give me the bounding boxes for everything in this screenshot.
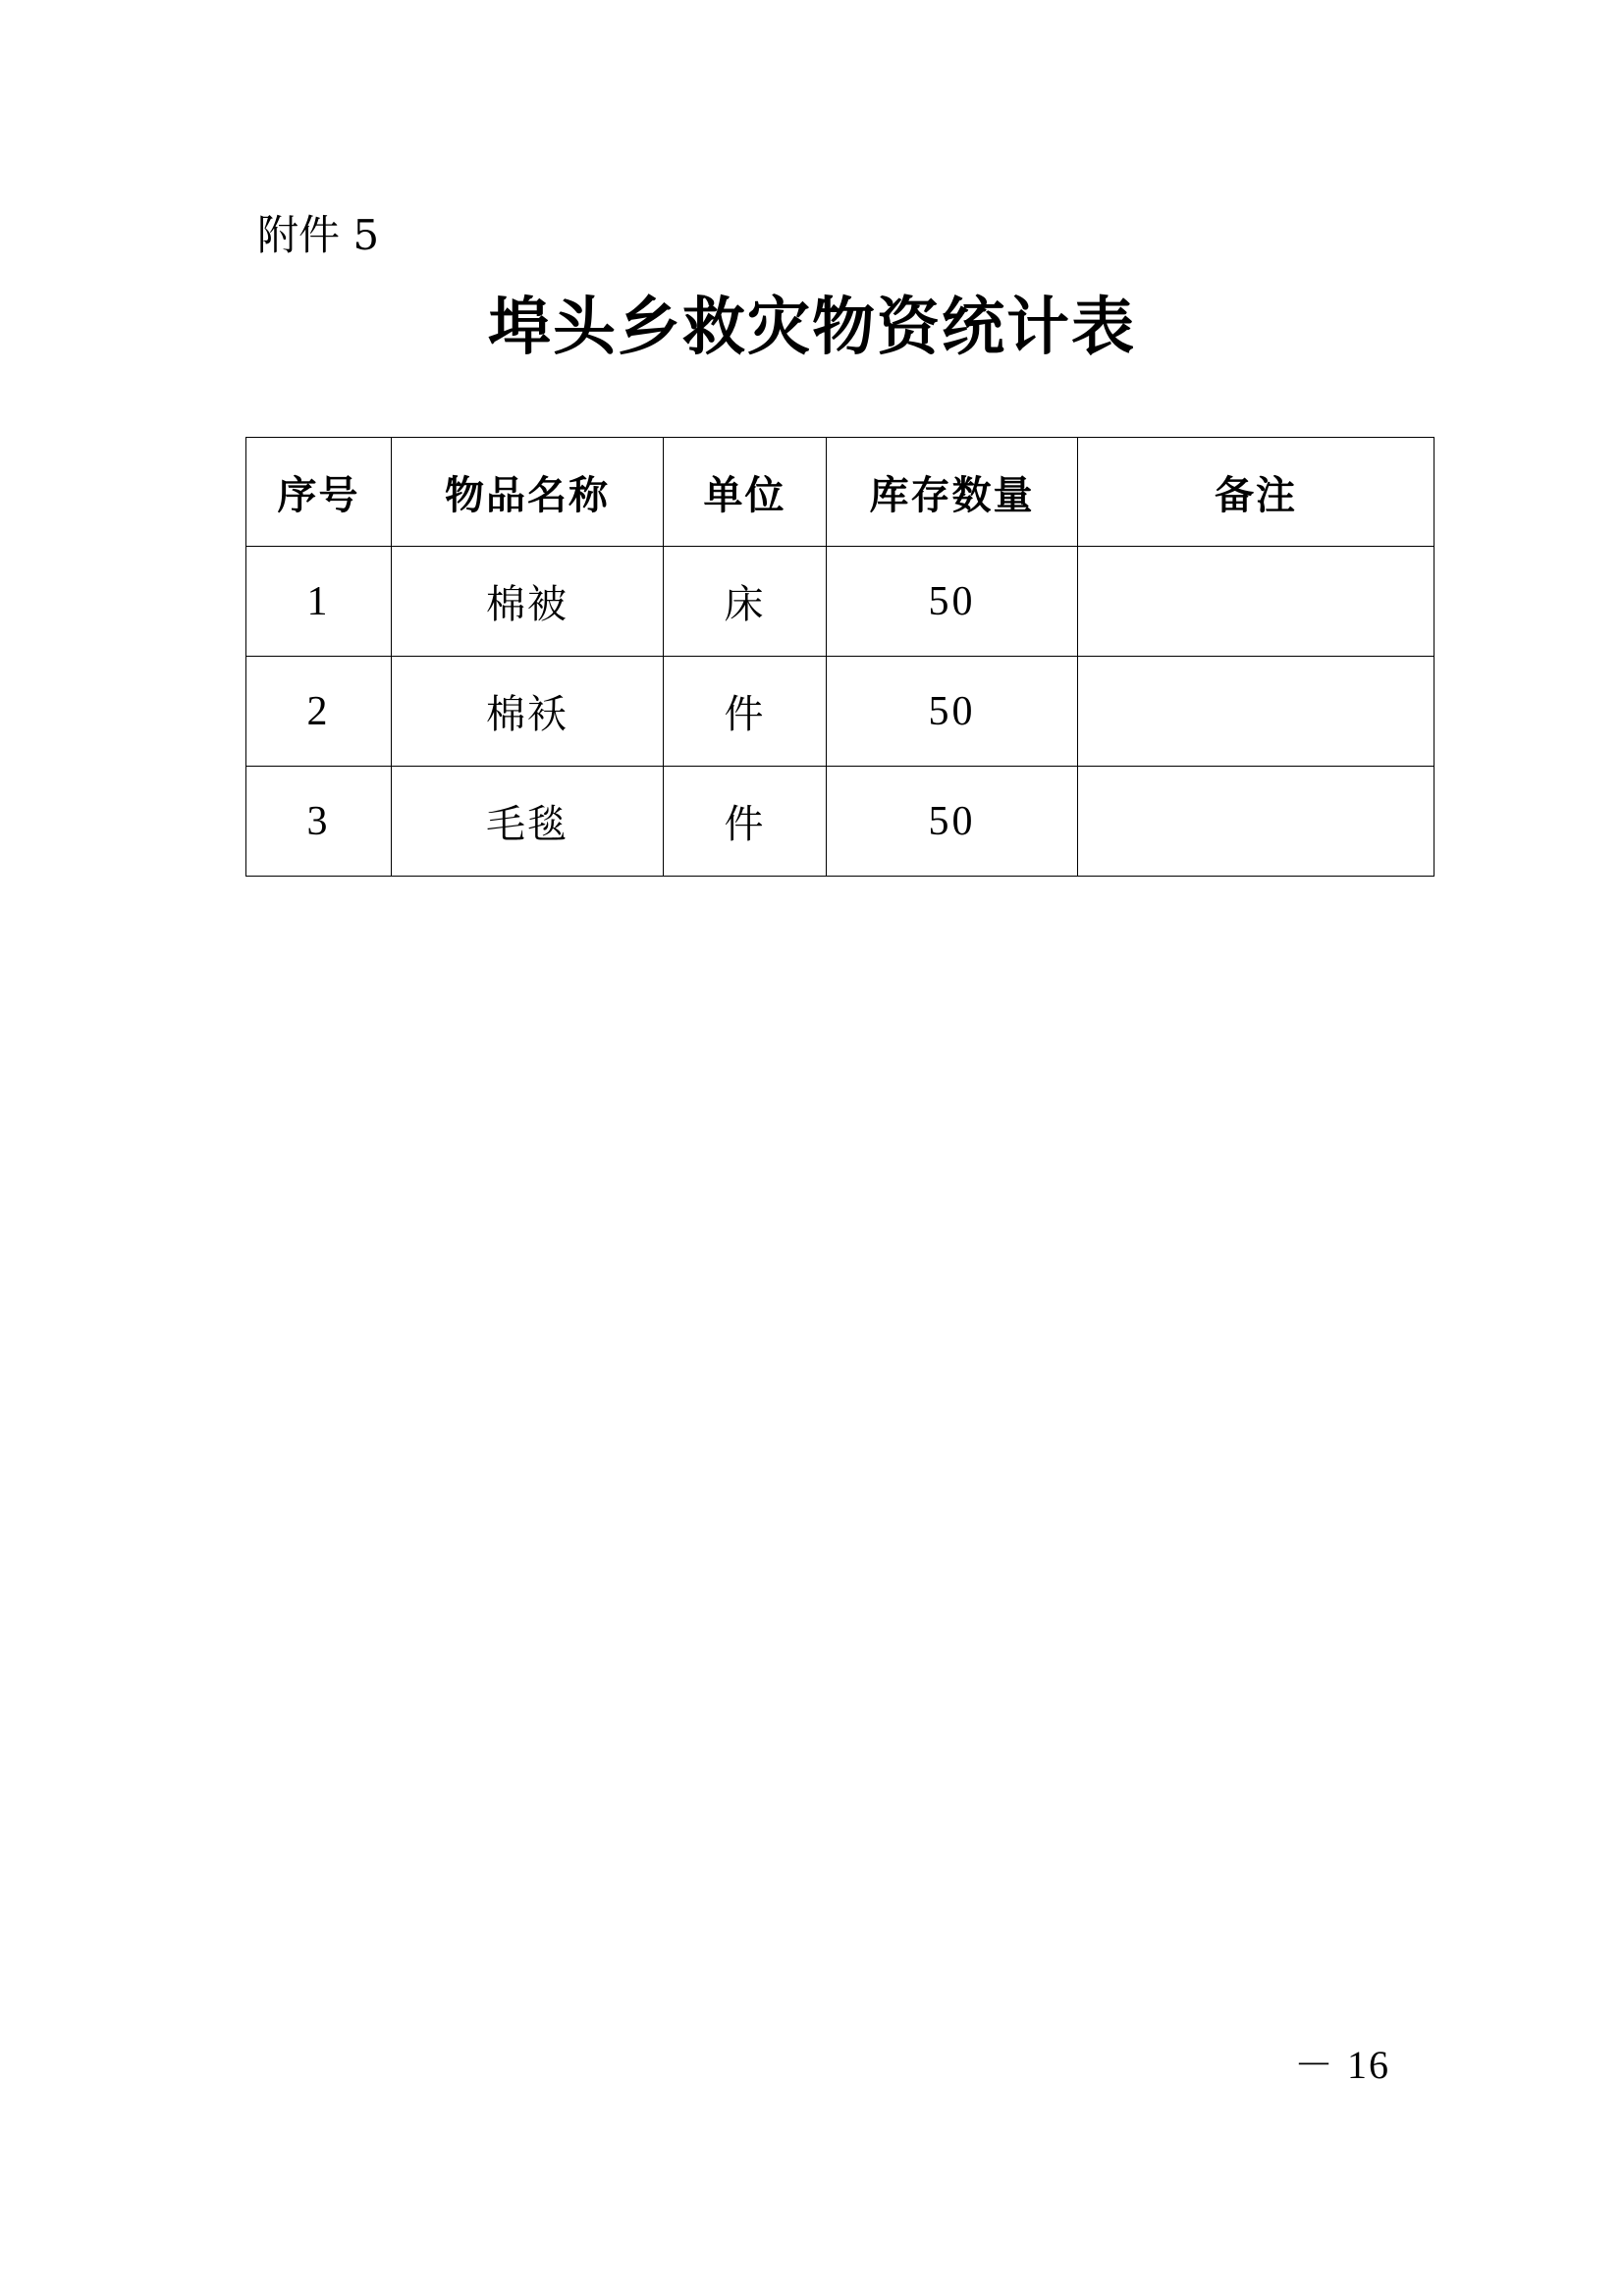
attachment-label: 附件 5 — [257, 211, 380, 259]
cell-item-name: 棉被 — [392, 547, 664, 657]
cell-unit: 件 — [664, 657, 827, 767]
cell-remark — [1078, 767, 1435, 877]
cell-remark — [1078, 547, 1435, 657]
cell-item-name: 棉袄 — [392, 657, 664, 767]
relief-supplies-table — [245, 437, 1435, 877]
table-row — [246, 657, 1435, 767]
table-row — [246, 547, 1435, 657]
cell-index: 1 — [246, 547, 392, 657]
column-header-remark: 备注 — [1078, 438, 1435, 547]
table-header-row — [246, 438, 1435, 547]
cell-remark — [1078, 657, 1435, 767]
cell-item-name: 毛毯 — [392, 767, 664, 877]
table-row — [246, 767, 1435, 877]
cell-quantity: 50 — [827, 767, 1078, 877]
cell-quantity: 50 — [827, 657, 1078, 767]
column-header-quantity: 库存数量 — [827, 438, 1078, 547]
cell-index: 3 — [246, 767, 392, 877]
column-header-unit: 单位 — [664, 438, 827, 547]
document-title: 埠头乡救灾物资统计表 — [488, 291, 1136, 364]
cell-unit: 床 — [664, 547, 827, 657]
cell-quantity: 50 — [827, 547, 1078, 657]
column-header-item-name: 物品名称 — [392, 438, 664, 547]
column-header-index: 序号 — [246, 438, 392, 547]
cell-index: 2 — [246, 657, 392, 767]
page-number: － 16 — [1294, 2043, 1390, 2087]
cell-unit: 件 — [664, 767, 827, 877]
